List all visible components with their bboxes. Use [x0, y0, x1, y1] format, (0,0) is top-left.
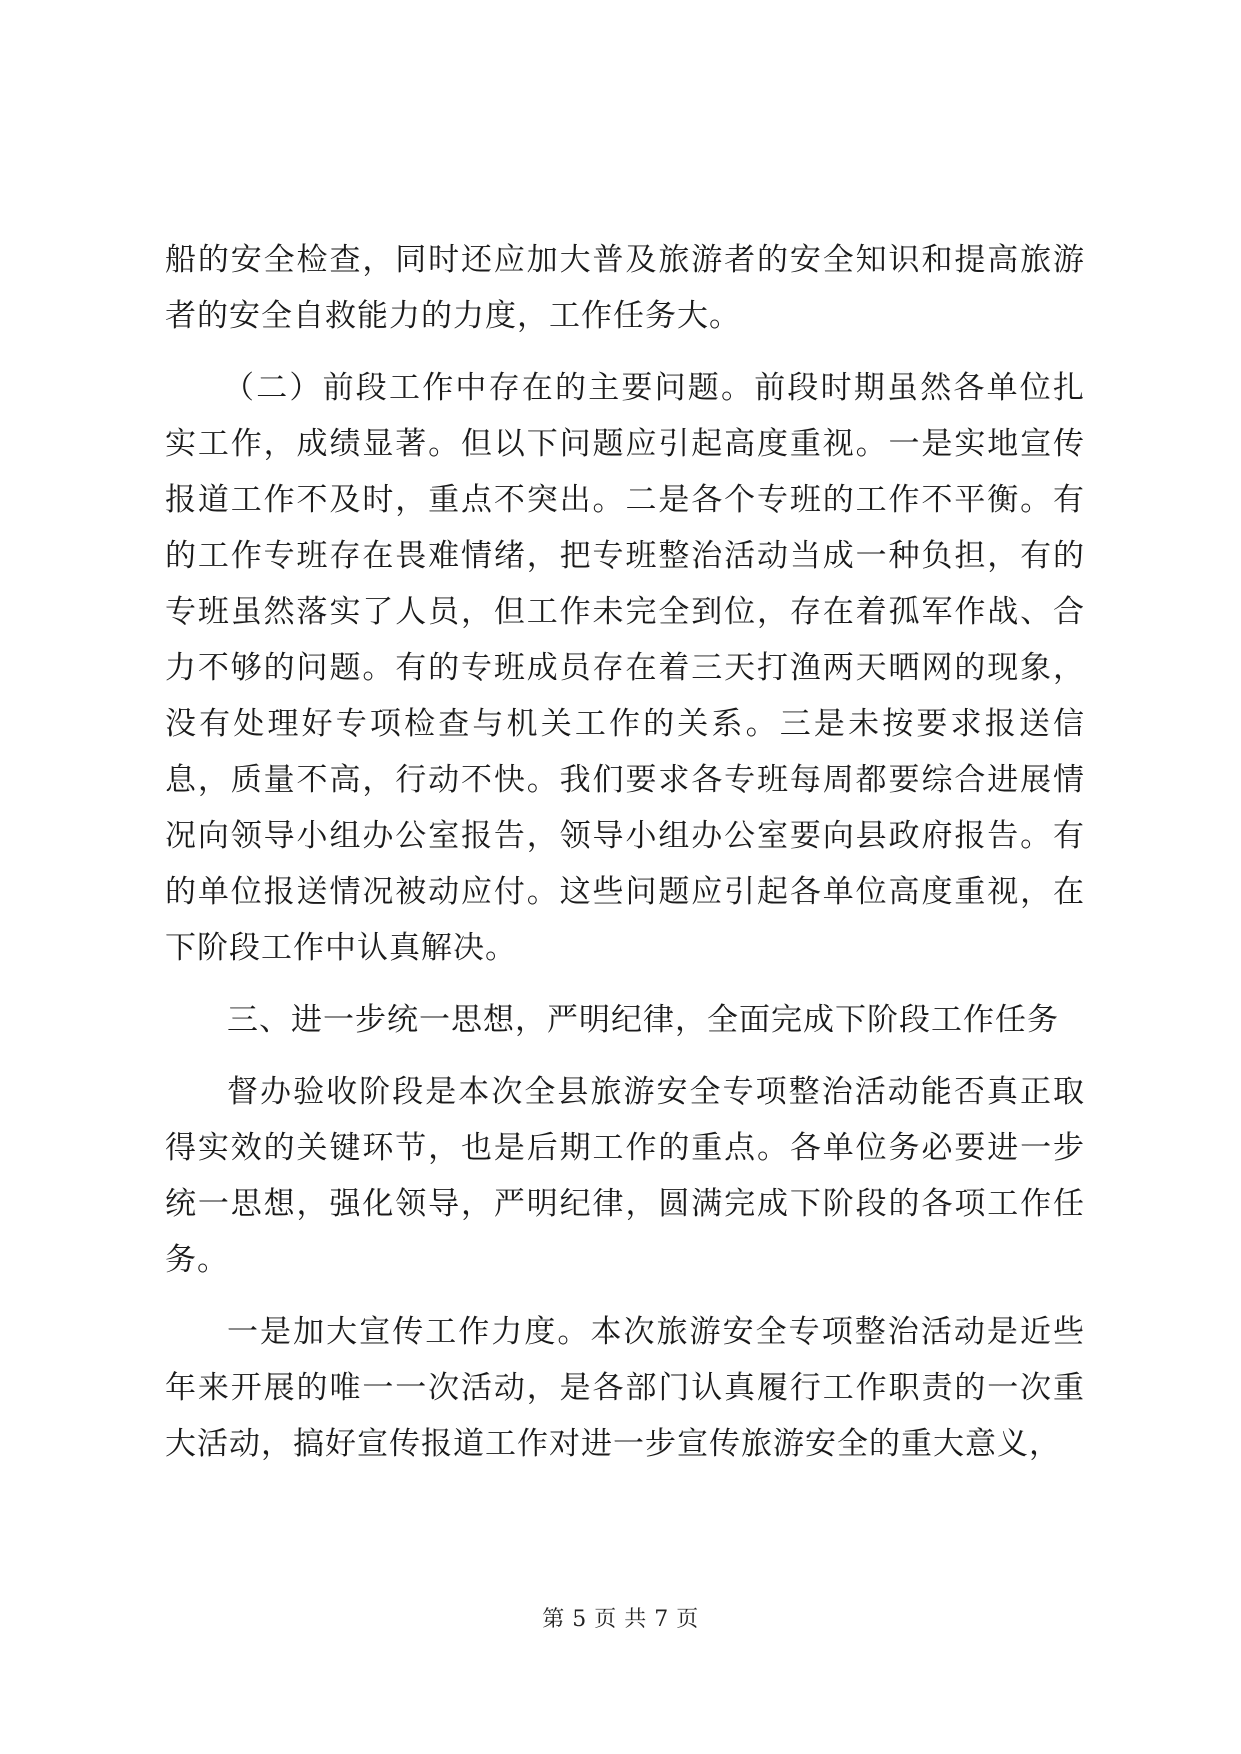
- paragraph-acceptance-stage: 督办验收阶段是本次全县旅游安全专项整治活动能否真正取得实效的关键环节，也是后期工作的重点。各单位务必要进一步统一思想，强化领导，严明纪律，圆满完成下阶段的各项工作任务。: [165, 1074, 1085, 1278]
- section-heading: 三、进一步统一思想，严明纪律，全面完成下阶段工作任务: [227, 1002, 1059, 1038]
- paragraph-problems: （二）前段工作中存在的主要问题。前段时期虽然各单位扎实工作，成绩显著。但以下问题应引起高度重视。一是实地宣传报道工作不及时，重点不突出。二是各个专班的工作不平衡。有的工作专班存在畏难情绪，把专班整治活动当成一种负担，有的专班虽然落实了人员，但工作未完全到位，存在着孤军作战、合力不够的问题。有的专班成员存在着三天打渔两天晒网的现象，没有处理好专项检查与机关工作的关系。三是未按要求报送信息，质量不高，行动不快。我们要求各专班每周都要综合进展情况向领导小组办公室报告，领导小组办公室要向县政府报告。有的单位报送情况被动应付。这些问题应引起各单位高度重视，在下阶段工作中认真解决。: [165, 370, 1085, 966]
- paragraph-publicity: 一是加大宣传工作力度。本次旅游安全专项整治活动是近些年来开展的唯一一次活动，是各部门认真履行工作职责的一次重大活动，搞好宣传报道工作对进一步宣传旅游安全的重大意义，: [165, 1314, 1085, 1462]
- paragraph-continuation: 船的安全检查，同时还应加大普及旅游者的安全知识和提高旅游者的安全自救能力的力度，工作任务大。: [165, 242, 1085, 334]
- page-footer: 第 5 页 共 7 页: [542, 1607, 699, 1632]
- document-body: [165, 232, 1085, 1488]
